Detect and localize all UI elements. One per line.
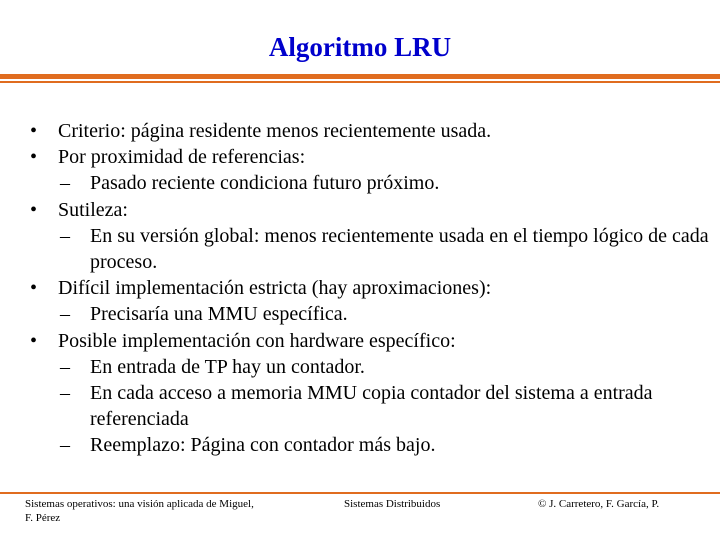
- sub-bullet-item: [30, 380, 710, 432]
- footer-source: Sistemas operativos: una visión aplicada de Miguel, F. Pérez: [25, 498, 254, 524]
- bullet-marker: •: [30, 277, 38, 300]
- title-divider: [0, 74, 720, 79]
- bullet-text: Por proximidad de referencias:: [58, 146, 306, 169]
- sub-bullet-item: [30, 170, 710, 196]
- footer-divider: [0, 492, 720, 494]
- bullet-list: [30, 118, 710, 459]
- dash-marker: –: [60, 224, 70, 247]
- dash-marker: –: [60, 172, 70, 195]
- title-divider-thin: [0, 81, 720, 83]
- bullet-item: [30, 275, 710, 301]
- bullet-text: Criterio: página residente menos recientemente usada.: [58, 120, 492, 142]
- bullet-text: Precisaría una MMU específica.: [90, 303, 348, 326]
- bullet-text: Sutileza:: [58, 198, 128, 221]
- bullet-marker: •: [30, 120, 38, 142]
- dash-marker: –: [60, 355, 70, 378]
- bullet-text: En entrada de TP hay un contador.: [90, 355, 365, 378]
- sub-bullet-item: [30, 354, 710, 380]
- bullet-marker: •: [30, 329, 38, 352]
- footer-course: Sistemas Distribuidos: [344, 498, 441, 510]
- bullet-text: Difícil implementación estricta (hay aproximaciones):: [58, 277, 492, 300]
- sub-bullet-item: [30, 301, 710, 327]
- footer-copyright: © J. Carretero, F. García, P.: [538, 498, 660, 510]
- dash-marker: –: [60, 382, 70, 405]
- bullet-text: En su versión global: menos recientemente usada en el tiempo lógico de cada proceso.: [90, 224, 709, 274]
- bullet-marker: •: [30, 198, 38, 221]
- bullet-text: Pasado reciente condiciona futuro próximo.: [90, 172, 440, 195]
- bullet-item: [30, 328, 710, 354]
- bullet-marker: •: [30, 146, 38, 169]
- sub-bullet-item: [30, 223, 710, 275]
- bullet-text: Reemplazo: Página con contador más bajo.: [90, 434, 436, 457]
- bullet-item: [30, 144, 710, 170]
- bullet-item: [30, 118, 710, 144]
- sub-bullet-item: [30, 432, 710, 458]
- bullet-item: [30, 197, 710, 223]
- dash-marker: –: [60, 303, 70, 326]
- slide-title: Algoritmo LRU: [268, 32, 452, 62]
- dash-marker: –: [60, 434, 70, 457]
- bullet-text: Posible implementación con hardware específico:: [58, 329, 456, 352]
- bullet-text: En cada acceso a memoria MMU copia contador del sistema a entrada referenciada: [90, 382, 653, 431]
